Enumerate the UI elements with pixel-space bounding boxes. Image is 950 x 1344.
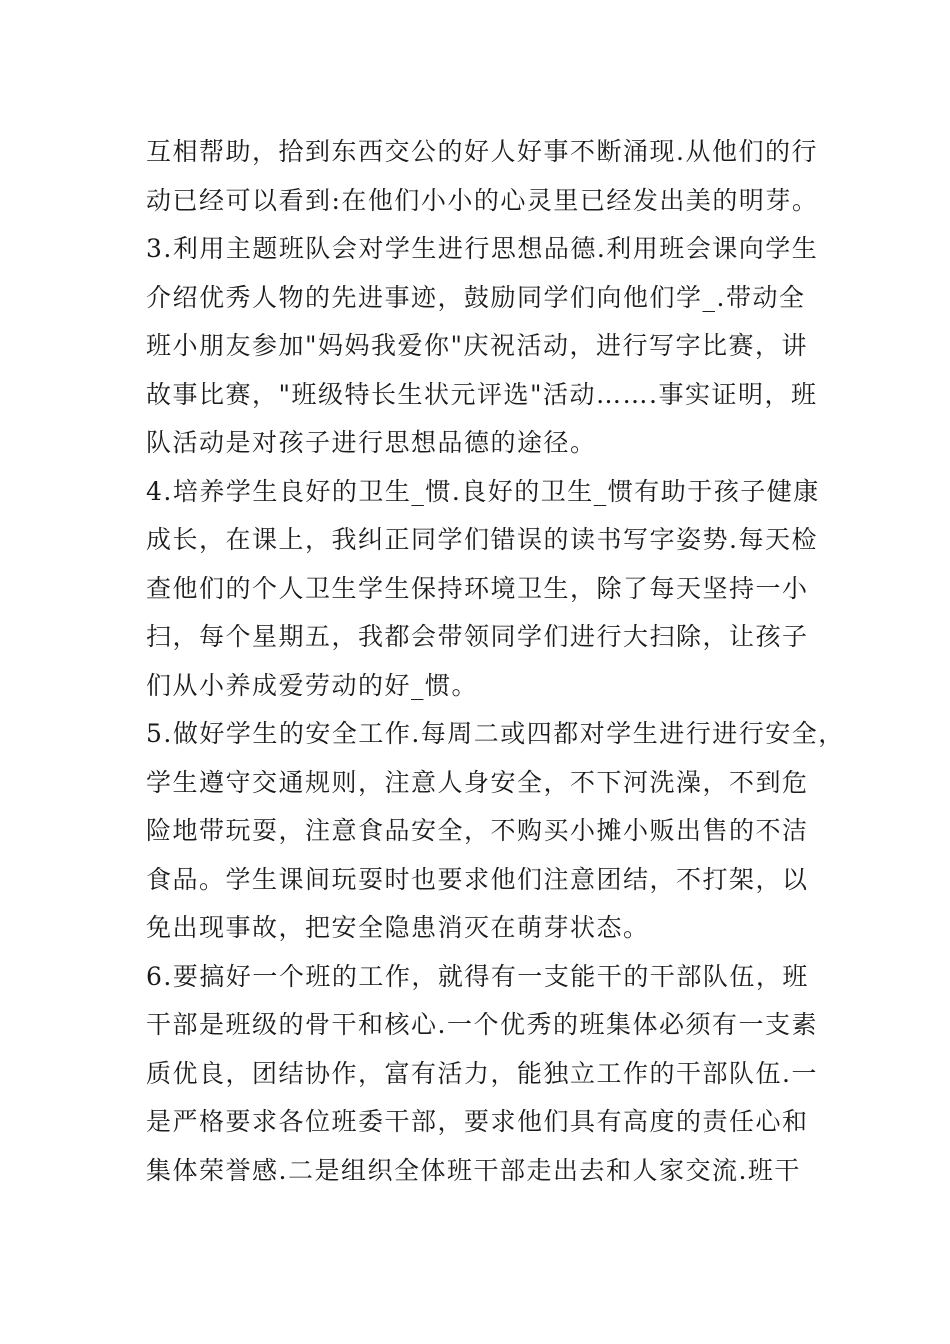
text-line: 干部是班级的骨干和核心.一个优秀的班集体必须有一支素 — [146, 1010, 818, 1039]
text-line: 集体荣誉感.二是组织全体班干部走出去和人家交流.班干 — [146, 1155, 801, 1185]
text-line: 互相帮助，拾到东西交公的好人好事不断涌现.从他们的行 — [146, 137, 818, 166]
text-line: 们从小养成爱劳动的好_惯。 — [146, 670, 479, 700]
body-text — [146, 128, 845, 1195]
text-line: 3.利用主题班队会对学生进行思想品德.利用班会课向学生 — [146, 234, 819, 263]
text-line: 质优良，团结协作，富有活力，能独立工作的干部队伍.一 — [146, 1058, 818, 1088]
text-line: 险地带玩耍，注意食品安全，不购买小摊小贩出售的不洁 — [146, 816, 809, 845]
text-line: 扫，每个星期五，我都会带领同学们进行大扫除，让孩子 — [146, 622, 809, 651]
text-line: 学生遵守交通规则，注意人身安全，不下河洗澡，不到危 — [146, 767, 809, 797]
text-line: 动已经可以看到:在他们小小的心灵里已经发出美的明芽。 — [146, 185, 819, 215]
text-line: 6.要搞好一个班的工作，就得有一支能干的干部队伍，班 — [146, 961, 809, 991]
text-line: 班小朋友参加"妈妈我爱你"庆祝活动，进行写字比赛，讲 — [146, 331, 809, 360]
text-line: 5.做好学生的安全工作.每周二或四都对学生进行进行安全， — [146, 719, 845, 748]
text-line: 队活动是对孩子进行思想品德的途径。 — [146, 428, 597, 457]
text-line: 成长，在课上，我纠正同学们错误的读书写字姿势.每天检 — [146, 525, 818, 554]
text-line: 查他们的个人卫生学生保持环境卫生，除了每天坚持一小 — [146, 573, 809, 603]
text-line: 免出现事故，把安全隐患消灭在萌芽状态。 — [146, 913, 650, 942]
text-line: 介绍优秀人物的先进事迹，鼓励同学们向他们学_.带动全 — [146, 282, 806, 312]
text-line: 4.培养学生良好的卫生_惯.良好的卫生_惯有助于孩子健康 — [146, 476, 820, 506]
text-line: 是严格要求各位班委干部，要求他们具有高度的责任心和 — [146, 1107, 809, 1136]
text-line: 食品。学生课间玩耍时也要求他们注意团结，不打架，以 — [146, 864, 809, 894]
text-line: 故事比赛，"班级特长生状元评选"活动…….事实证明，班 — [146, 379, 818, 409]
